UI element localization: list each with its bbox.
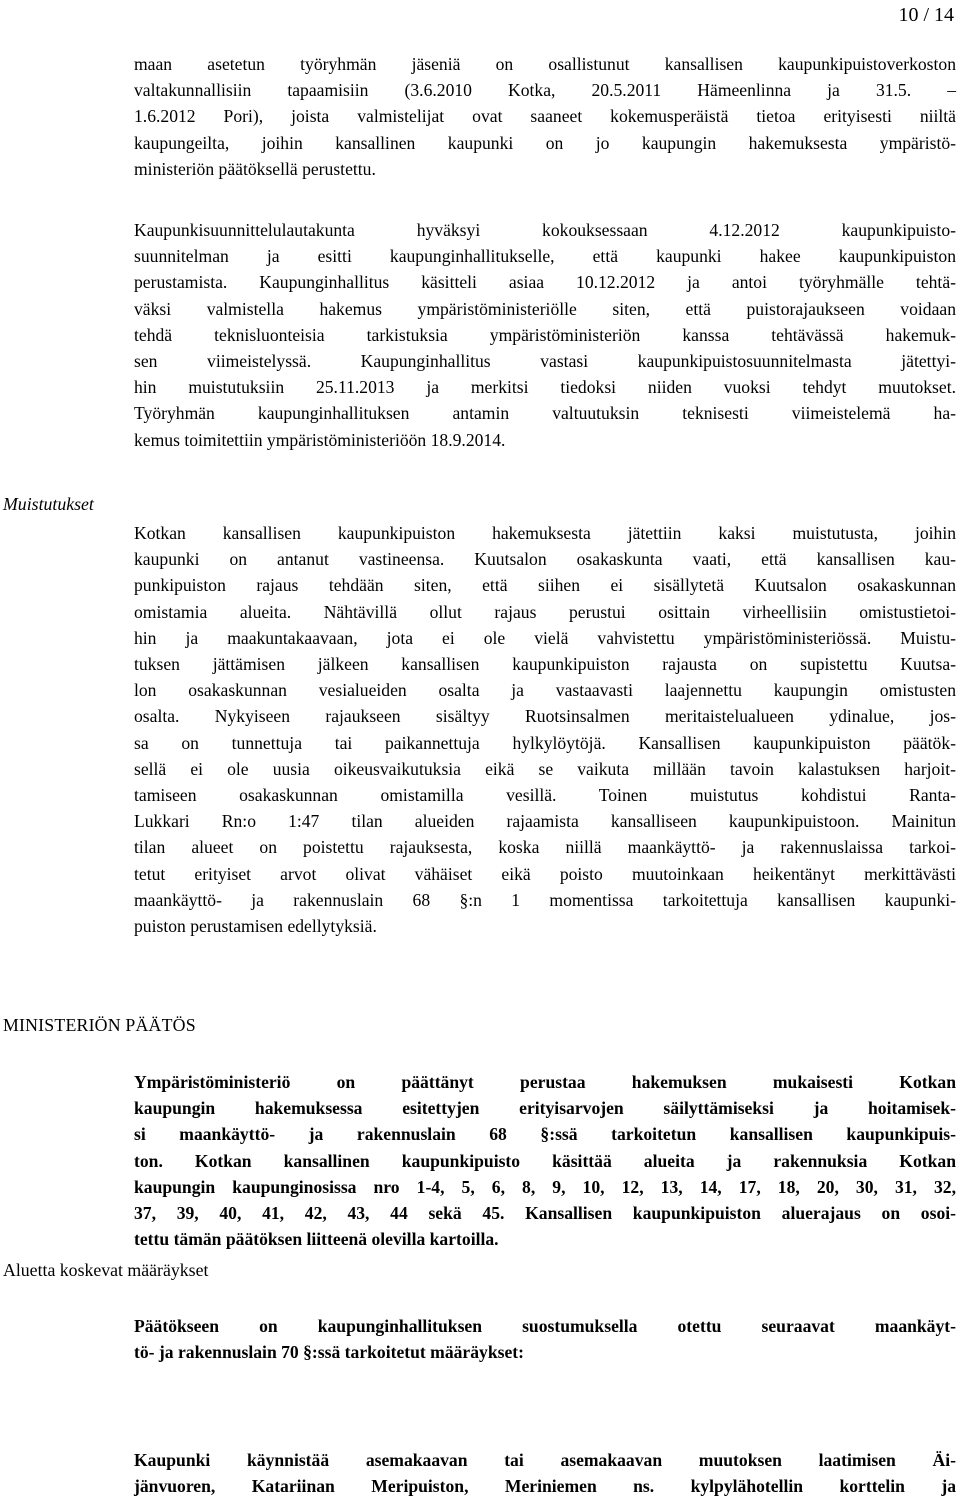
- text-line: valtakunnallisiin tapaamisiin (3.6.2010 Kotka, 20.5.2011 Hämeenlinna ja 31.5. –: [134, 80, 956, 101]
- text-line: hin muistutuksiin 25.11.2013 ja merkitsi tiedoksi niiden vuoksi tehdyt muutokset.: [134, 377, 956, 398]
- text-line: puiston perustamisen edellytyksiä.: [134, 916, 377, 937]
- text-line: punkipuiston rajaus tehdään siten, että siihen ei sisällytetä Kuutsalon osakaskunnan: [134, 575, 956, 596]
- aluetta-koskevat-paragraph-1: [134, 1313, 956, 1365]
- text-line: tehdä teknisluonteisia tarkistuksia ympäristöministeriön kanssa tehtävässä hakemuk-: [134, 324, 956, 345]
- text-line: maan asetetun työryhmän jäseniä on osallistunut kansallisen kaupunkipuistoverkoston: [134, 54, 956, 74]
- text-line: ton. Kotkan kansallinen kaupunkipuisto käsittää alueita ja rakennuksia Kotkan: [134, 1150, 956, 1171]
- text-line: tilan alueet on poistettu rajauksesta, koska niillä maankäyttö- ja rakennuslaissa tarkoi-: [134, 837, 956, 858]
- text-line: jänvuoren, Katariinan Meripuiston, Meriniemen ns. kylpylähotellin korttelin ja: [134, 1476, 956, 1497]
- text-line: sen viimeistelyssä. Kaupunginhallitus vastasi kaupunkipuistosuunnitelmasta jätettyi-: [134, 351, 956, 372]
- text-line: Ympäristöministeriö on päättänyt perustaa hakemuksen mukaisesti Kotkan: [134, 1072, 956, 1092]
- text-line: lon osakaskunnan vesialueiden osalta ja vastaavasti laajennettu kaupungin omistusten: [134, 680, 956, 701]
- board-decision-paragraph: [134, 217, 956, 453]
- text-line: Päätökseen on kaupunginhallituksen suostumuksella otettu seuraavat maankäyt-: [134, 1316, 956, 1336]
- text-line: Kaupunki käynnistää asemakaavan tai asemakaavan muutoksen laatimisen Äi-: [134, 1450, 956, 1470]
- text-line: omistamia alueita. Nähtävillä ollut rajaus perustui osittain virheellisiin omistustietoi-: [134, 601, 956, 622]
- ministerion-paatos-heading: MINISTERIÖN PÄÄTÖS: [3, 1015, 196, 1035]
- text-line: sellä ei ole uusia oikeusvaikutuksia eikä se vaikuta millään tavoin kalastuksen harjoit-: [134, 758, 956, 779]
- muistutukset-heading: Muistutukset: [3, 494, 94, 514]
- text-line: tuksen jättämisen jälkeen kansallisen kaupunkipuiston rajausta on supistettu Kuutsa-: [134, 654, 956, 675]
- text-line: Kotkan kansallisen kaupunkipuiston hakemuksesta jätettiin kaksi muistutusta, joihin: [134, 523, 956, 543]
- text-line: väksi valmistella hakemus ympäristöministeriölle siten, että puistorajaukseen voidaan: [134, 298, 956, 319]
- text-line: hin ja maakuntakaavaan, jota ei ole vielä vahvistettu ympäristöministeriössä. Muistu-: [134, 627, 956, 648]
- text-line: 37, 39, 40, 41, 42, 43, 44 sekä 45. Kansallisen kaupunkipuiston aluerajaus on osoi-: [134, 1203, 956, 1224]
- text-line: tamiseen osakaskunnan omistamilla vesillä. Toinen muistutus kohdistui Ranta-: [134, 785, 956, 806]
- text-line: sa on tunnettuja tai paikannettuja hylkylöytöjä. Kansallisen kaupunkipuiston päätök-: [134, 732, 956, 753]
- text-line: tetut erityiset arvot olivat vähäiset eikä poisto muutoinkaan heikentänyt merkittävästi: [134, 863, 956, 884]
- text-line: Kaupunkisuunnittelulautakunta hyväksyi kokouksessaan 4.12.2012 kaupunkipuisto-: [134, 220, 956, 240]
- page-number: 10 / 14: [898, 4, 954, 26]
- text-line: maankäyttö- ja rakennuslain 68 §:n 1 momentissa tarkoitettuja kansallisen kaupunki-: [134, 889, 956, 910]
- text-line: kaupunki on antanut vastineensa. Kuutsalon osakaskunta vaati, että kansallisen kau-: [134, 549, 956, 570]
- intro-paragraph: [134, 51, 956, 182]
- text-line: tettu tämän päätöksen liitteenä olevilla kartoilla.: [134, 1229, 499, 1250]
- text-line: kaupungin kaupunginosissa nro 1-4, 5, 6, 8, 9, 10, 12, 13, 14, 17, 18, 20, 30, 31, 32,: [134, 1176, 956, 1197]
- text-line: Lukkari Rn:o 1:47 tilan alueiden rajaamista kansalliseen kaupunkipuistoon. Mainitun: [134, 811, 956, 832]
- text-line: 1.6.2012 Pori), joista valmistelijat ovat saaneet kokemusperäistä tietoa erityisesti niiltä: [134, 106, 956, 127]
- text-line: Työryhmän kaupunginhallituksen antamin valtuutuksin teknisesti viimeistelemä ha-: [134, 403, 956, 424]
- text-line: kemus toimitettiin ympäristöministeriöön 18.9.2014.: [134, 429, 506, 450]
- text-line: kaupungin hakemuksessa esitettyjen erityisarvojen säilyttämiseksi ja hoitamisek-: [134, 1098, 956, 1119]
- text-line: si maankäyttö- ja rakennuslain 68 §:ssä tarkoitetun kansallisen kaupunkipuis-: [134, 1124, 956, 1145]
- aluetta-koskevat-heading: Aluetta koskevat määräykset: [3, 1260, 209, 1280]
- text-line: tö- ja rakennuslain 70 §:ssä tarkoitetut määräykset:: [134, 1342, 524, 1363]
- ministerion-paatos-paragraph: [134, 1069, 956, 1252]
- text-line: suunnitelman ja esitti kaupunginhallitukselle, että kaupunki hakee kaupunkipuiston: [134, 246, 956, 267]
- text-line: perustamista. Kaupunginhallitus käsitteli asiaa 10.12.2012 ja antoi työryhmälle tehtä-: [134, 272, 956, 293]
- text-line: osalta. Nykyiseen rajaukseen sisältyy Ruotsinsalmen meritaistelualueen ydinalue, jos-: [134, 706, 956, 727]
- muistutukset-paragraph: [134, 520, 956, 939]
- text-line: ministeriön päätöksellä perustettu.: [134, 158, 376, 179]
- text-line: kaupungeilta, joihin kansallinen kaupunki on jo kaupungin hakemuksesta ympäristö-: [134, 132, 956, 153]
- aluetta-koskevat-paragraph-2: [134, 1447, 956, 1499]
